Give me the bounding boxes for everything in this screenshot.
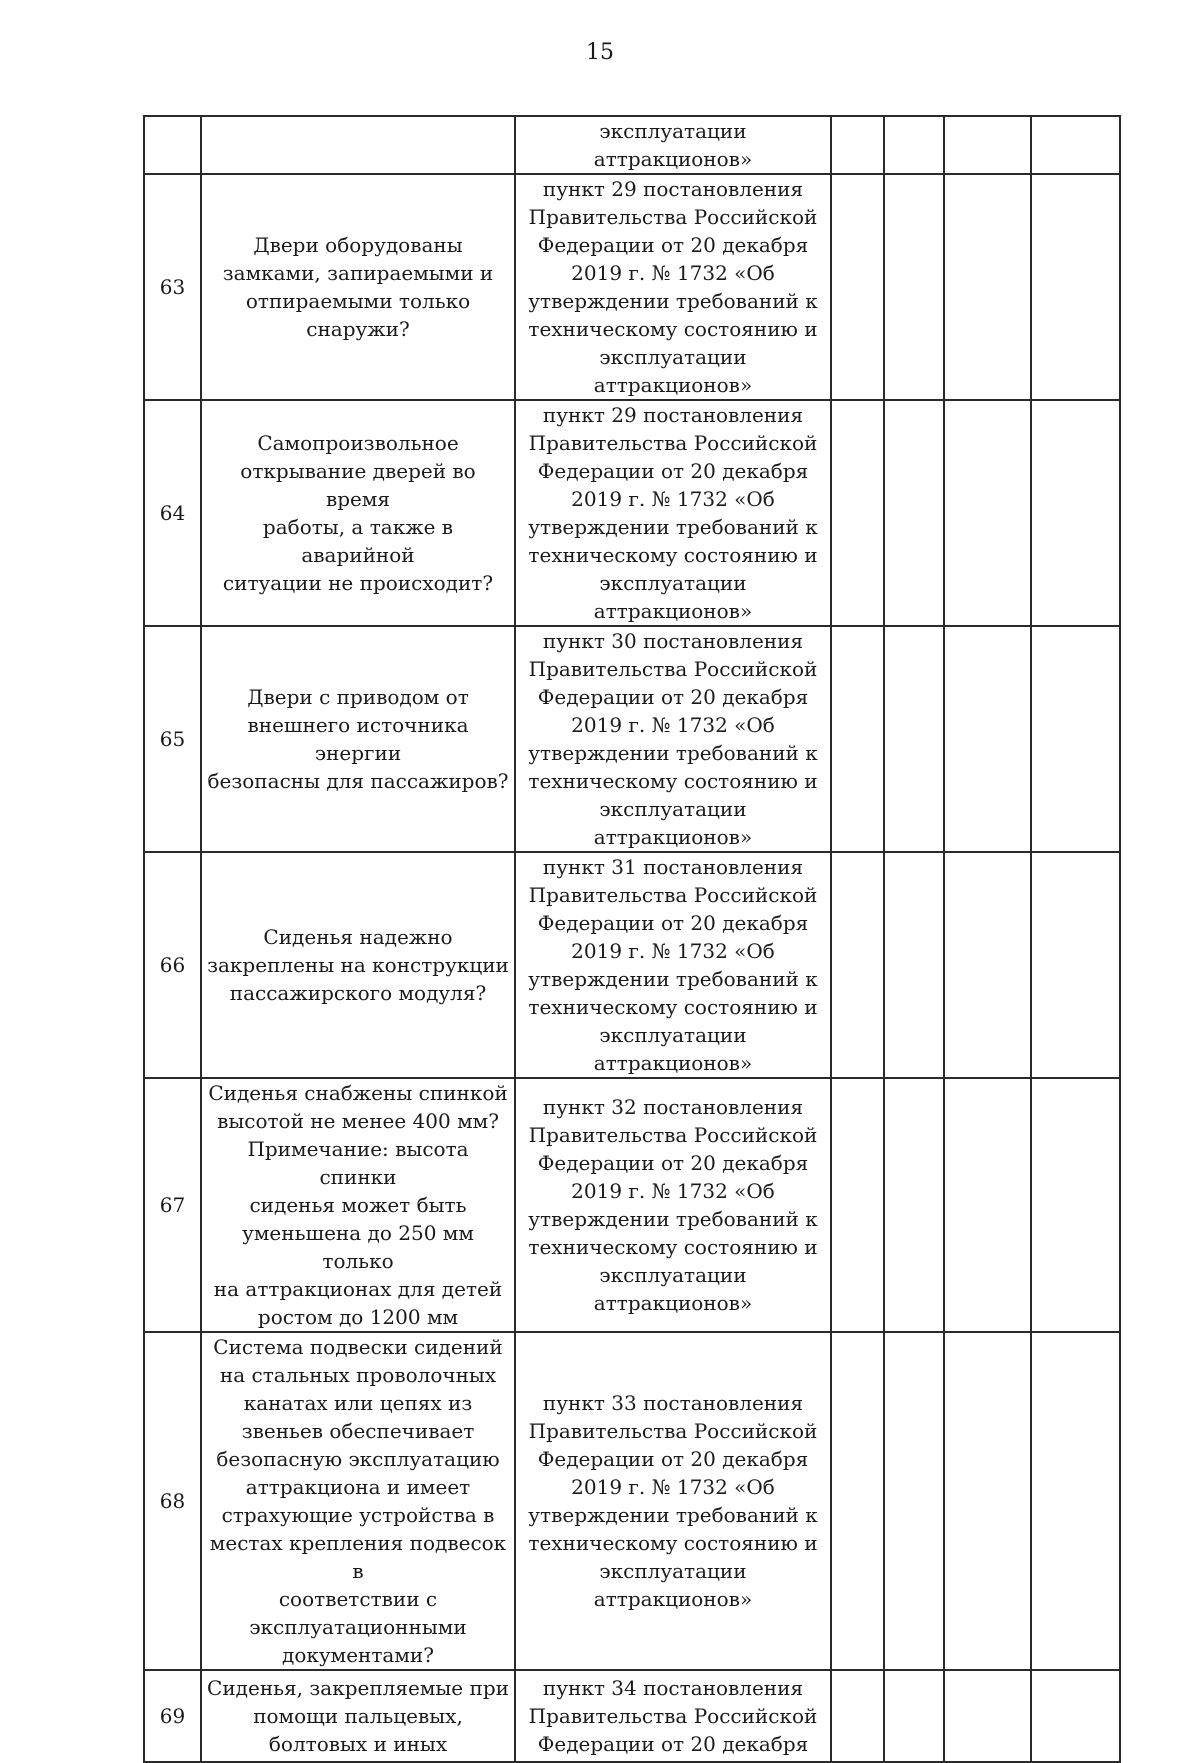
table-row: [144, 174, 1120, 400]
reference-cell: пункт 34 постановления Правительства Российской Федерации от 20 декабря: [515, 1670, 831, 1762]
answer-cell: [1031, 174, 1120, 400]
table-row: [144, 1670, 1120, 1762]
row-number-cell: 69: [144, 1670, 201, 1762]
row-number-cell: 67: [144, 1078, 201, 1332]
answer-cell: [1031, 116, 1120, 174]
answer-cell: [831, 174, 884, 400]
table-row: [144, 626, 1120, 852]
answer-cell: [884, 1078, 944, 1332]
reference-cell: пункт 31 постановления Правительства Российской Федерации от 20 декабря 2019 г. № 1732 «Об утверждении требований к техническому состоянию и эксплуатации аттракционов»: [515, 852, 831, 1078]
row-number-cell: 65: [144, 626, 201, 852]
answer-cell: [944, 1078, 1031, 1332]
answer-cell: [831, 852, 884, 1078]
reference-cell: пункт 29 постановления Правительства Российской Федерации от 20 декабря 2019 г. № 1732 «Об утверждении требований к техническому состоянию и эксплуатации аттракционов»: [515, 400, 831, 626]
reference-cell: пункт 32 постановления Правительства Российской Федерации от 20 декабря 2019 г. № 1732 «Об утверждении требований к техническому состоянию и эксплуатации аттракционов»: [515, 1078, 831, 1332]
answer-cell: [831, 1670, 884, 1762]
checklist-table: [143, 115, 1121, 1763]
answer-cell: [884, 400, 944, 626]
table-row: [144, 400, 1120, 626]
answer-cell: [831, 116, 884, 174]
question-cell: [201, 116, 515, 174]
answer-cell: [884, 116, 944, 174]
page-number: 15: [586, 40, 614, 65]
question-cell: Двери оборудованы замками, запираемыми и отпираемыми только снаружи?: [201, 174, 515, 400]
answer-cell: [884, 1332, 944, 1670]
reference-cell: пункт 30 постановления Правительства Российской Федерации от 20 декабря 2019 г. № 1732 «Об утверждении требований к техническому состоянию и эксплуатации аттракционов»: [515, 626, 831, 852]
answer-cell: [831, 626, 884, 852]
table-row: [144, 1332, 1120, 1670]
row-number-cell: 66: [144, 852, 201, 1078]
answer-cell: [831, 1078, 884, 1332]
row-number-cell: [144, 116, 201, 174]
question-cell: Двери с приводом от внешнего источника энергии безопасны для пассажиров?: [201, 626, 515, 852]
answer-cell: [884, 852, 944, 1078]
answer-cell: [884, 626, 944, 852]
answer-cell: [1031, 400, 1120, 626]
answer-cell: [884, 1670, 944, 1762]
answer-cell: [1031, 1670, 1120, 1762]
reference-cell: пункт 33 постановления Правительства Российской Федерации от 20 декабря 2019 г. № 1732 «Об утверждении требований к техническому состоянию и эксплуатации аттракционов»: [515, 1332, 831, 1670]
question-cell: Самопроизвольное открывание дверей во время работы, а также в аварийной ситуации не происходит?: [201, 400, 515, 626]
answer-cell: [944, 626, 1031, 852]
answer-cell: [1031, 1078, 1120, 1332]
reference-cell: эксплуатации аттракционов»: [515, 116, 831, 174]
row-number-cell: 63: [144, 174, 201, 400]
answer-cell: [1031, 852, 1120, 1078]
reference-cell: пункт 29 постановления Правительства Российской Федерации от 20 декабря 2019 г. № 1732 «Об утверждении требований к техническому состоянию и эксплуатации аттракционов»: [515, 174, 831, 400]
answer-cell: [1031, 1332, 1120, 1670]
answer-cell: [944, 1332, 1031, 1670]
answer-cell: [944, 174, 1031, 400]
answer-cell: [944, 400, 1031, 626]
question-cell: Сиденья, закрепляемые при помощи пальцевых, болтовых и иных: [201, 1670, 515, 1762]
row-number-cell: 64: [144, 400, 201, 626]
table-row: [144, 1078, 1120, 1332]
table-row: [144, 852, 1120, 1078]
question-cell: Система подвески сидений на стальных проволочных канатах или цепях из звеньев обеспечивает безопасную эксплуатацию аттракциона и имеет страхующие устройства в местах крепления подвесок в соответствии с эксплуатационными документами?: [201, 1332, 515, 1670]
question-cell: Сиденья снабжены спинкой высотой не менее 400 мм? Примечание: высота спинки сиденья может быть уменьшена до 250 мм только на аттракционах для детей ростом до 1200 мм: [201, 1078, 515, 1332]
row-number-cell: 68: [144, 1332, 201, 1670]
answer-cell: [1031, 626, 1120, 852]
answer-cell: [831, 1332, 884, 1670]
answer-cell: [944, 852, 1031, 1078]
answer-cell: [831, 400, 884, 626]
answer-cell: [944, 1670, 1031, 1762]
question-cell: Сиденья надежно закреплены на конструкции пассажирского модуля?: [201, 852, 515, 1078]
table-row: [144, 116, 1120, 174]
answer-cell: [884, 174, 944, 400]
answer-cell: [944, 116, 1031, 174]
